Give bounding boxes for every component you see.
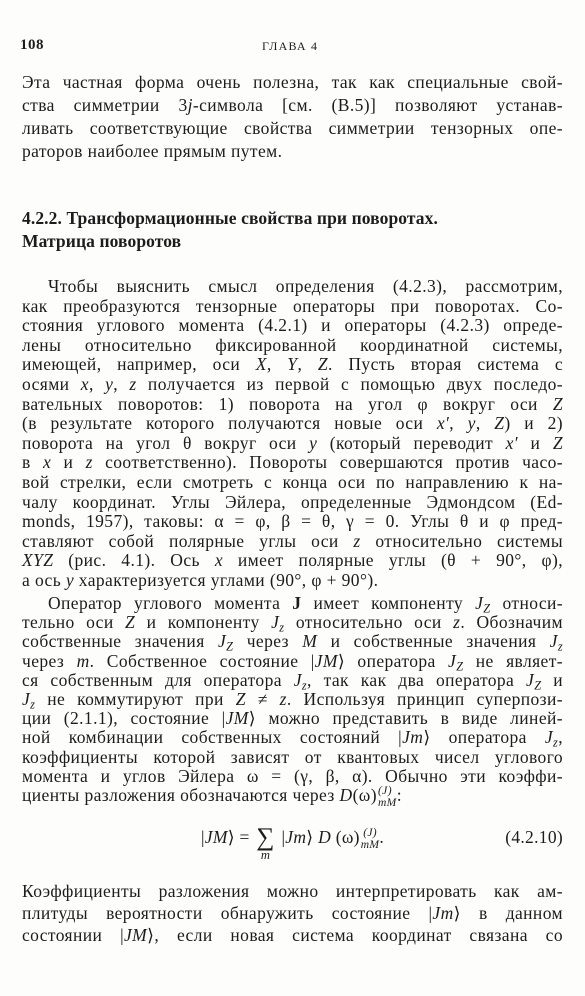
subscript: z (301, 678, 308, 693)
text-run: и собственные значения (317, 631, 550, 652)
italic-symbol: x (80, 373, 89, 394)
text-line (22, 924, 563, 946)
text-run: ⟩ оператора (423, 727, 545, 748)
text-run: получается из первой с помощью двух последо- (136, 373, 563, 394)
italic-symbol: JM (225, 708, 249, 729)
text-run: . Используя принцип суперпози- (286, 689, 563, 710)
subscript: mM (377, 796, 397, 809)
text-run: ) и 2) (504, 413, 563, 434)
text-run: собственные значения (22, 631, 218, 652)
text-line (22, 140, 563, 163)
text-run: , (88, 373, 106, 394)
text-run: ⟩ оператора (337, 650, 449, 671)
italic-symbol: X (255, 354, 267, 375)
text-line (22, 336, 563, 356)
subscript: Z (483, 601, 491, 616)
text-run: стояния углового момента (4.2.1) и операторы (4.2.3) опреде- (22, 315, 563, 336)
text-line (22, 94, 563, 117)
italic-symbol: Z (317, 354, 328, 375)
italic-symbol: D (339, 785, 353, 806)
text-run: , (449, 413, 468, 434)
italic-symbol: z (453, 612, 461, 633)
italic-symbol: J (22, 689, 31, 710)
italic-symbol: Z (235, 689, 246, 710)
italic-symbol: z (353, 530, 361, 551)
text-run: , (266, 354, 288, 375)
text-run: . Обозначим (460, 612, 564, 633)
text-run: , (475, 413, 495, 434)
text-run: ⟩ в данном (453, 903, 563, 923)
text-run: monds, 1957), таковы: α = φ, β = θ, γ = 0. Углы θ и φ пред- (22, 511, 563, 532)
text-run: лены относительно фиксированной координатной системы, (22, 334, 563, 355)
equation-body (22, 823, 563, 863)
text-line (22, 571, 563, 591)
paragraph (22, 71, 563, 163)
text-line (22, 612, 564, 635)
text-line (22, 727, 563, 751)
subscript: Z (226, 640, 234, 655)
equation-number: (4.2.10) (505, 827, 563, 847)
text-run: поворота на угол θ вокруг оси (22, 432, 310, 453)
paragraph (22, 594, 563, 809)
italic-symbol: Jm (285, 827, 307, 847)
italic-symbol: Z (125, 612, 136, 633)
italic-symbol: J (293, 669, 302, 690)
subscript: z (279, 620, 285, 635)
italic-symbol: JM (124, 925, 148, 945)
text-line (22, 71, 563, 94)
text-run: относительно оси (284, 612, 454, 633)
subscript: z (553, 736, 559, 751)
subscript: mM (360, 838, 380, 851)
text-run: . Собственное состояние | (89, 650, 315, 671)
text-run: чалу координат. Углы Эйлера, определенные Эдмондсом (Ed- (22, 491, 563, 512)
text-run: | (276, 827, 286, 847)
text-run: ливать соответствующие свойства симметрии тензорных опе- (22, 118, 563, 138)
italic-symbol: J (526, 669, 535, 690)
italic-symbol: J (475, 593, 484, 613)
text-line (22, 277, 563, 297)
superscript: (J) (377, 785, 392, 798)
text-run: имеющей, например, оси (22, 354, 256, 375)
italic-symbol: Z (552, 393, 563, 414)
italic-symbol: z (85, 452, 93, 473)
text-run: ства симметрии 3 (22, 95, 188, 115)
superscript: (J) (363, 827, 377, 840)
italic-symbol: J (549, 631, 558, 652)
text-run: , (297, 354, 318, 375)
italic-symbol: J (217, 631, 227, 652)
italic-symbol: m (76, 650, 90, 671)
text-line (22, 551, 563, 571)
text-line (22, 473, 563, 493)
text-line (22, 493, 563, 513)
text-run: коэффициенты которой зависят от квантовых чисел углового (22, 746, 563, 767)
text-line (22, 532, 563, 552)
italic-symbol: y (467, 413, 476, 434)
text-run: ⟩ можно представить в виде линей- (248, 708, 563, 729)
summation-index: m (260, 848, 271, 863)
italic-symbol: XYZ (22, 550, 54, 571)
text-run: ⟩ = (227, 827, 255, 847)
text-run: через (233, 631, 303, 652)
text-run: момента и углов Эйлера ω = (γ, β, α). Обычно эти коэффи- (22, 765, 563, 786)
text-run: Коэффициенты разложения можно интерпретировать как ам- (22, 881, 563, 901)
italic-symbol: z (279, 689, 287, 710)
text-line (22, 117, 563, 140)
chapter-title: ГЛАВА 4 (262, 39, 319, 53)
text-run: , так как два оператора (307, 669, 527, 690)
italic-symbol: Z (552, 432, 563, 453)
text-line (22, 316, 563, 336)
text-line (22, 395, 563, 415)
text-line (22, 709, 563, 728)
text-run: вательных поворотов: 1) поворота на угол φ вокруг оси (22, 393, 553, 414)
subscript: Z (534, 678, 542, 693)
text-run: как преобразуются тензорные операторы при поворотах. Со- (22, 295, 563, 316)
text-run: осями (22, 373, 81, 394)
italic-symbol: J (271, 612, 280, 633)
text-run: : (396, 785, 402, 806)
text-run: Чтобы выяснить смысл определения (4.2.3), рассмотрим, (48, 276, 563, 296)
text-run: -символа [см. (В.5)] позволяют устанав- (192, 95, 563, 115)
text-run: тельно оси (22, 612, 126, 633)
index-pair (378, 786, 397, 809)
text-run: ной комбинации собственных состояний | (22, 727, 403, 748)
text-run: | (200, 827, 205, 847)
text-line (22, 230, 563, 253)
text-line (22, 434, 563, 454)
text-run: и (51, 452, 86, 473)
text-run: Оператор углового момента (48, 593, 293, 613)
italic-symbol: J (448, 650, 457, 671)
italic-symbol: j (187, 95, 193, 115)
italic-symbol: M (302, 631, 318, 652)
text-run: раторов наиболее прямым путем. (22, 141, 283, 161)
italic-symbol: JM (314, 650, 338, 671)
text-line (22, 689, 563, 712)
text-run: (ω) (331, 827, 360, 847)
text-line (22, 297, 563, 317)
text-run: имеет полярные углы (θ + 90°, φ), (222, 550, 563, 571)
text-run: ся собственным для оператора (22, 669, 294, 690)
page-number: 108 (20, 37, 44, 53)
text-run: в (22, 452, 43, 473)
text-run: (который переводит (317, 432, 506, 453)
text-line (22, 786, 563, 809)
text-run: ⟩ (306, 827, 319, 847)
paragraph (22, 880, 563, 946)
text-run: относительно системы (360, 530, 563, 551)
italic-symbol: D (318, 827, 332, 847)
text-run: (рис. 4.1). Ось (53, 550, 215, 571)
italic-symbol: y (309, 432, 318, 453)
italic-symbol: JM (204, 827, 228, 847)
text-line (22, 355, 563, 375)
italic-symbol: Jm (402, 727, 424, 748)
section-heading (22, 207, 563, 253)
subscript: Z (456, 659, 464, 674)
italic-symbol: x (214, 550, 223, 571)
text-run: Матрица поворотов (22, 231, 182, 251)
paragraph (22, 277, 563, 591)
italic-symbol: z (129, 373, 137, 394)
italic-symbol: x′ (436, 413, 450, 434)
text-run: и (518, 432, 553, 453)
text-run: Эта частная форма очень полезна, так как специальные свой- (22, 72, 563, 92)
text-line (22, 902, 563, 924)
text-line (22, 207, 563, 230)
text-line (22, 414, 563, 434)
italic-symbol: Z (494, 413, 505, 434)
text-run: вой стрелки, если смотреть с конца оси по направлению к на- (22, 471, 563, 492)
italic-symbol: Y (287, 354, 298, 375)
text-run: , (558, 727, 563, 748)
text-line (22, 375, 563, 395)
italic-symbol: Jm (432, 903, 454, 923)
text-line (22, 669, 564, 693)
text-run: плитуды вероятности обнаружить состояние | (22, 903, 433, 923)
text-line (22, 631, 563, 655)
sigma-glyph: ∑ (256, 823, 275, 852)
italic-symbol: J (544, 727, 554, 748)
text-line (22, 748, 563, 767)
text-run: а ось (22, 569, 66, 590)
text-run: и (541, 669, 564, 690)
italic-symbol: x′ (505, 432, 519, 453)
summation-sign (256, 823, 275, 863)
text-run: через (22, 650, 77, 671)
text-run: (в результате которого получаются новые оси (22, 413, 437, 434)
text-line (22, 650, 563, 674)
text-run: не коммутируют при (35, 689, 236, 710)
equation (22, 823, 563, 863)
bold-symbol: J (292, 593, 302, 613)
index-pair (361, 828, 380, 851)
text-run: не являет- (463, 650, 563, 671)
text-run: . (379, 827, 385, 847)
text-run: состоянии | (22, 925, 124, 945)
text-run: ции (2.1.1), состояние | (22, 708, 226, 729)
italic-symbol: y (65, 569, 75, 590)
text-line (22, 512, 563, 532)
text-run: (ω) (352, 785, 377, 806)
text-run: соответственно). Повороты совершаются против часо- (92, 452, 563, 473)
text-run: ставляют собой полярные углы оси (22, 530, 354, 551)
italic-symbol: y (105, 373, 114, 394)
text-run: 4.2.2. Трансформационные свойства при поворотах. (22, 208, 438, 228)
text-run: . Пусть вторая система с (327, 354, 563, 375)
text-run: относи- (490, 593, 563, 613)
text-line (22, 880, 563, 902)
subscript: z (30, 697, 36, 712)
subscript: z (557, 640, 563, 655)
text-run: имеет компоненту (301, 593, 476, 613)
italic-symbol: x (42, 452, 52, 473)
text-run: ≠ (245, 689, 280, 710)
text-run: ⟩, если новая система координат связана со (147, 925, 563, 945)
text-run: характеризуется углами (90°, φ + 90°). (74, 569, 379, 590)
text-line (22, 453, 563, 473)
text-line (22, 593, 563, 616)
text-line (22, 767, 563, 786)
text-run: и компоненту (135, 612, 272, 633)
text-run: циенты разложения обозначаются через (22, 785, 340, 806)
text-run: , (113, 373, 130, 394)
